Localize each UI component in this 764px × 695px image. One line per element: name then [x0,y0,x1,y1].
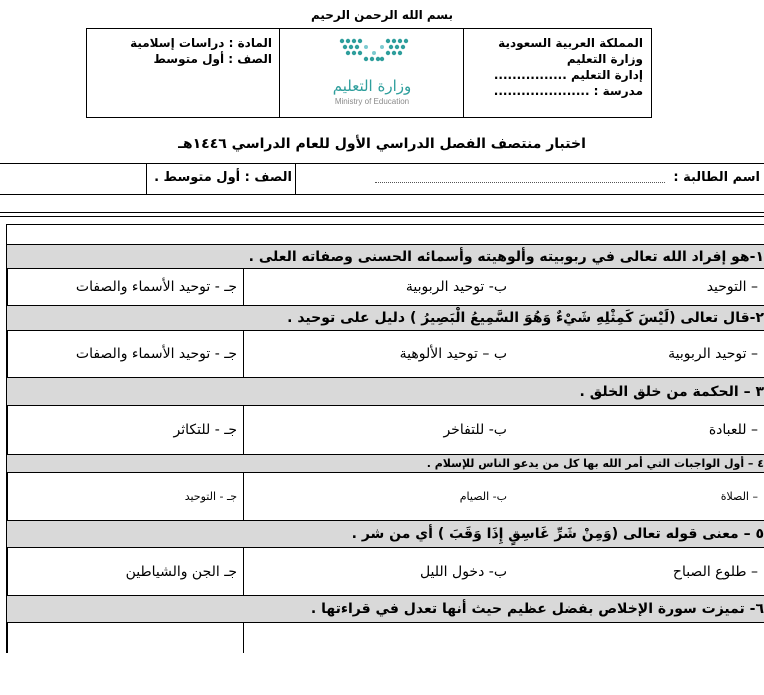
question-row [7,306,764,331]
ministry-line: وزارة التعليم [566,52,643,66]
options-row [7,269,764,306]
question-body: – الحكمة من خلق الخلق . [579,384,756,400]
question-number: ٢- [749,310,764,326]
option-c[interactable] [7,623,243,653]
student-name-field[interactable] [344,164,764,194]
option-b[interactable] [243,623,513,653]
option-a[interactable]: – التوحيد [706,279,758,295]
student-grade: الصف : أول متوسط . [154,170,292,185]
header-ministry-block [463,29,651,117]
ministry-logo [279,29,463,117]
question-number: ٣ [755,384,764,400]
question-text [7,455,764,473]
options-row [7,623,764,653]
options-row [7,406,764,455]
school-line: مدرسة : ..................... [493,84,643,98]
question-body: تميزت سورة الإخلاص بفضل عظيم حيث أنها تعدل في قراءتها . [310,601,750,617]
question-row [7,521,764,548]
questions-table [6,224,764,653]
option-b[interactable]: ب- دخول الليل [243,548,513,595]
student-name-dots [375,172,665,183]
option-b[interactable]: ب- توحيد الربوبية [243,269,513,305]
question-text [7,596,764,623]
option-c[interactable]: جـ الجن والشياطين [7,548,243,595]
question-number: ١- [749,249,764,265]
divider [146,164,147,194]
subject-line: المادة : دراسات إسلامية [130,36,272,50]
option-c[interactable]: جـ - توحيد الأسماء والصفات [7,269,243,305]
question-text [7,521,764,548]
question-row [7,245,764,269]
class-line: الصف : أول متوسط [153,52,272,66]
divider [295,164,296,194]
question-text [7,378,764,406]
question-number: ٥ [755,526,764,542]
option-b[interactable]: ب- الصيام [243,473,513,520]
question-text [7,245,764,269]
header-subject-block [87,29,280,117]
logo-dots-icon [336,35,412,65]
options-row [7,331,764,378]
option-b[interactable]: ب – توحيد الألوهية [243,331,513,377]
options-row [7,548,764,596]
question-text [7,306,764,331]
question-body: – أول الواجبات التي أمر الله بها كل من يدعو الناس للإسلام . [426,457,758,470]
question-body: قال تعالى (لَيْسَ كَمِثْلِهِ شَيْءٌ وَهُوَ السَّمِيعُ الْبَصِيرُ ) دليل على توحيد . [287,310,750,326]
option-c[interactable]: جـ - التوحيد [7,473,243,520]
option-a[interactable]: – توحيد الربوبية [668,346,758,362]
option-c[interactable]: جـ - للتكاثر [7,406,243,454]
student-info-box [0,163,764,195]
question-body: هو إفراد الله تعالى في ربوبيته وألوهيته وأسمائه الحسنى وصفاته العلى . [248,249,750,265]
question-body: – معنى قوله تعالى (وَمِنْ شَرِّ غَاسِقٍ إِذَا وَقَبَ ) أي من شر . [351,526,756,542]
question-number: ٦- [749,601,764,617]
option-a[interactable]: – طلوع الصباح [672,564,758,580]
question-row [7,596,764,623]
option-b[interactable]: ب- للتفاخر [243,406,513,454]
question-number: ٤ [757,457,764,470]
logo-text-en: Ministry of Education [334,97,410,106]
header-box [86,28,652,118]
country-line: المملكة العربية السعودية [498,36,643,50]
question-row [7,378,764,406]
question-row [7,455,764,473]
student-name-label: اسم الطالبة : [673,170,760,185]
logo-text-ar: وزارة التعليم [332,77,412,95]
option-a[interactable]: – الصلاة [720,490,758,503]
basmala: بسم الله الرحمن الرحيم [310,8,454,22]
directorate-line: إدارة التعليم ................ [493,68,643,82]
option-c[interactable]: جـ - توحيد الأسماء والصفات [7,331,243,377]
options-row [7,473,764,521]
option-a[interactable] [513,623,764,653]
table-spacer-row [7,225,764,245]
double-separator [0,212,764,217]
exam-title: اختبار منتصف الفصل الدراسي الأول للعام الدراسي ١٤٤٦هـ [178,136,586,152]
option-a[interactable]: – للعبادة [708,422,758,438]
